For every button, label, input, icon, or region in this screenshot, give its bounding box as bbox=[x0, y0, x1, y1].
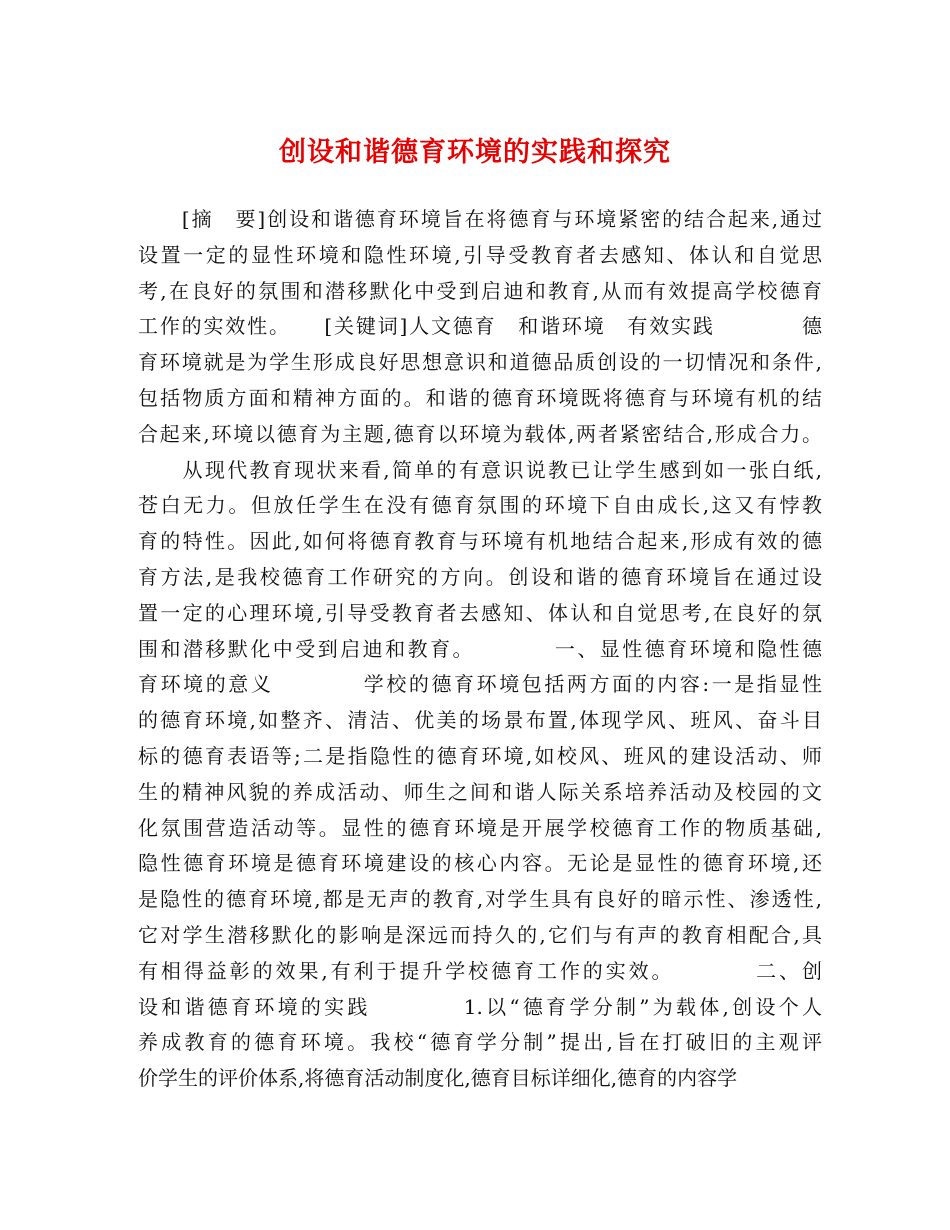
body-line: [摘 要]创设和谐德育环境旨在将德育与环境紧密的结合起来,通过 bbox=[138, 207, 822, 231]
body-line: 是隐性的德育环境,都是无声的教育,对学生具有良好的暗示性、渗透性, bbox=[138, 887, 822, 912]
body-line: 育方法,是我校德育工作研究的方向。创设和谐的德育环境旨在通过设 bbox=[138, 564, 822, 589]
body-line: 化氛围营造活动等。显性的德育环境是开展学校德育工作的物质基础, bbox=[138, 815, 822, 840]
body-line: 考,在良好的氛围和潜移默化中受到启迪和教育,从而有效提高学校德育 bbox=[138, 278, 822, 303]
body-line: 育环境的意义 学校的德育环境包括两方面的内容:一是指显性 bbox=[138, 672, 822, 697]
body-line: 包括物质方面和精神方面的。和谐的德育环境既将德育与环境有机的结 bbox=[138, 385, 822, 410]
body-line: 价学生的评价体系,将德育活动制度化,德育目标详细化,德育的内容学 bbox=[138, 1066, 738, 1091]
body-line: 它对学生潜移默化的影响是深远而持久的,它们与有声的教育相配合,具 bbox=[138, 922, 822, 947]
body-line: 有相得益彰的效果,有利于提升学校德育工作的实效。 二、创 bbox=[138, 958, 822, 983]
body-line: 育环境就是为学生形成良好思想意识和道德品质创设的一切情况和条件, bbox=[138, 350, 822, 375]
body-line: 隐性德育环境是德育环境建设的核心内容。无论是显性的德育环境,还 bbox=[138, 851, 822, 876]
body-line: 标的德育表语等;二是指隐性的德育环境,如校风、班风的建设活动、师 bbox=[138, 743, 822, 768]
body-line: 合起来,环境以德育为主题,德育以环境为载体,两者紧密结合,形成合力。 bbox=[138, 421, 822, 446]
body-line: 设置一定的显性环境和隐性环境,引导受教育者去感知、体认和自觉思 bbox=[138, 242, 822, 267]
body-line: 的德育环境,如整齐、清洁、优美的场景布置,体现学风、班风、奋斗目 bbox=[138, 708, 822, 733]
body-line: 工作的实效性。 [关键词]人文德育 和谐环境 有效实践 德 bbox=[138, 314, 822, 339]
body-line: 养成教育的德育环境。我校“德育学分制”提出,旨在打破旧的主观评 bbox=[138, 1030, 822, 1055]
document-body bbox=[138, 202, 822, 1097]
body-line: 围和潜移默化中受到启迪和教育。 一、显性德育环境和隐性德 bbox=[138, 636, 822, 661]
body-line: 设和谐德育环境的实践 1.以“德育学分制”为载体,创设个人 bbox=[138, 994, 822, 1019]
document-title: 创设和谐德育环境的实践和探究 bbox=[279, 137, 671, 168]
body-line: 生的精神风貌的养成活动、师生之间和谐人际关系培养活动及校园的文 bbox=[138, 779, 822, 804]
body-line: 苍白无力。但放任学生在没有德育氛围的环境下自由成长,这又有悖教 bbox=[138, 493, 822, 518]
body-line: 从现代教育现状来看,简单的有意识说教已让学生感到如一张白纸, bbox=[138, 457, 822, 482]
body-line: 置一定的心理环境,引导受教育者去感知、体认和自觉思考,在良好的氛 bbox=[138, 600, 822, 625]
body-line: 育的特性。因此,如何将德育教育与环境有机地结合起来,形成有效的德 bbox=[138, 529, 822, 554]
